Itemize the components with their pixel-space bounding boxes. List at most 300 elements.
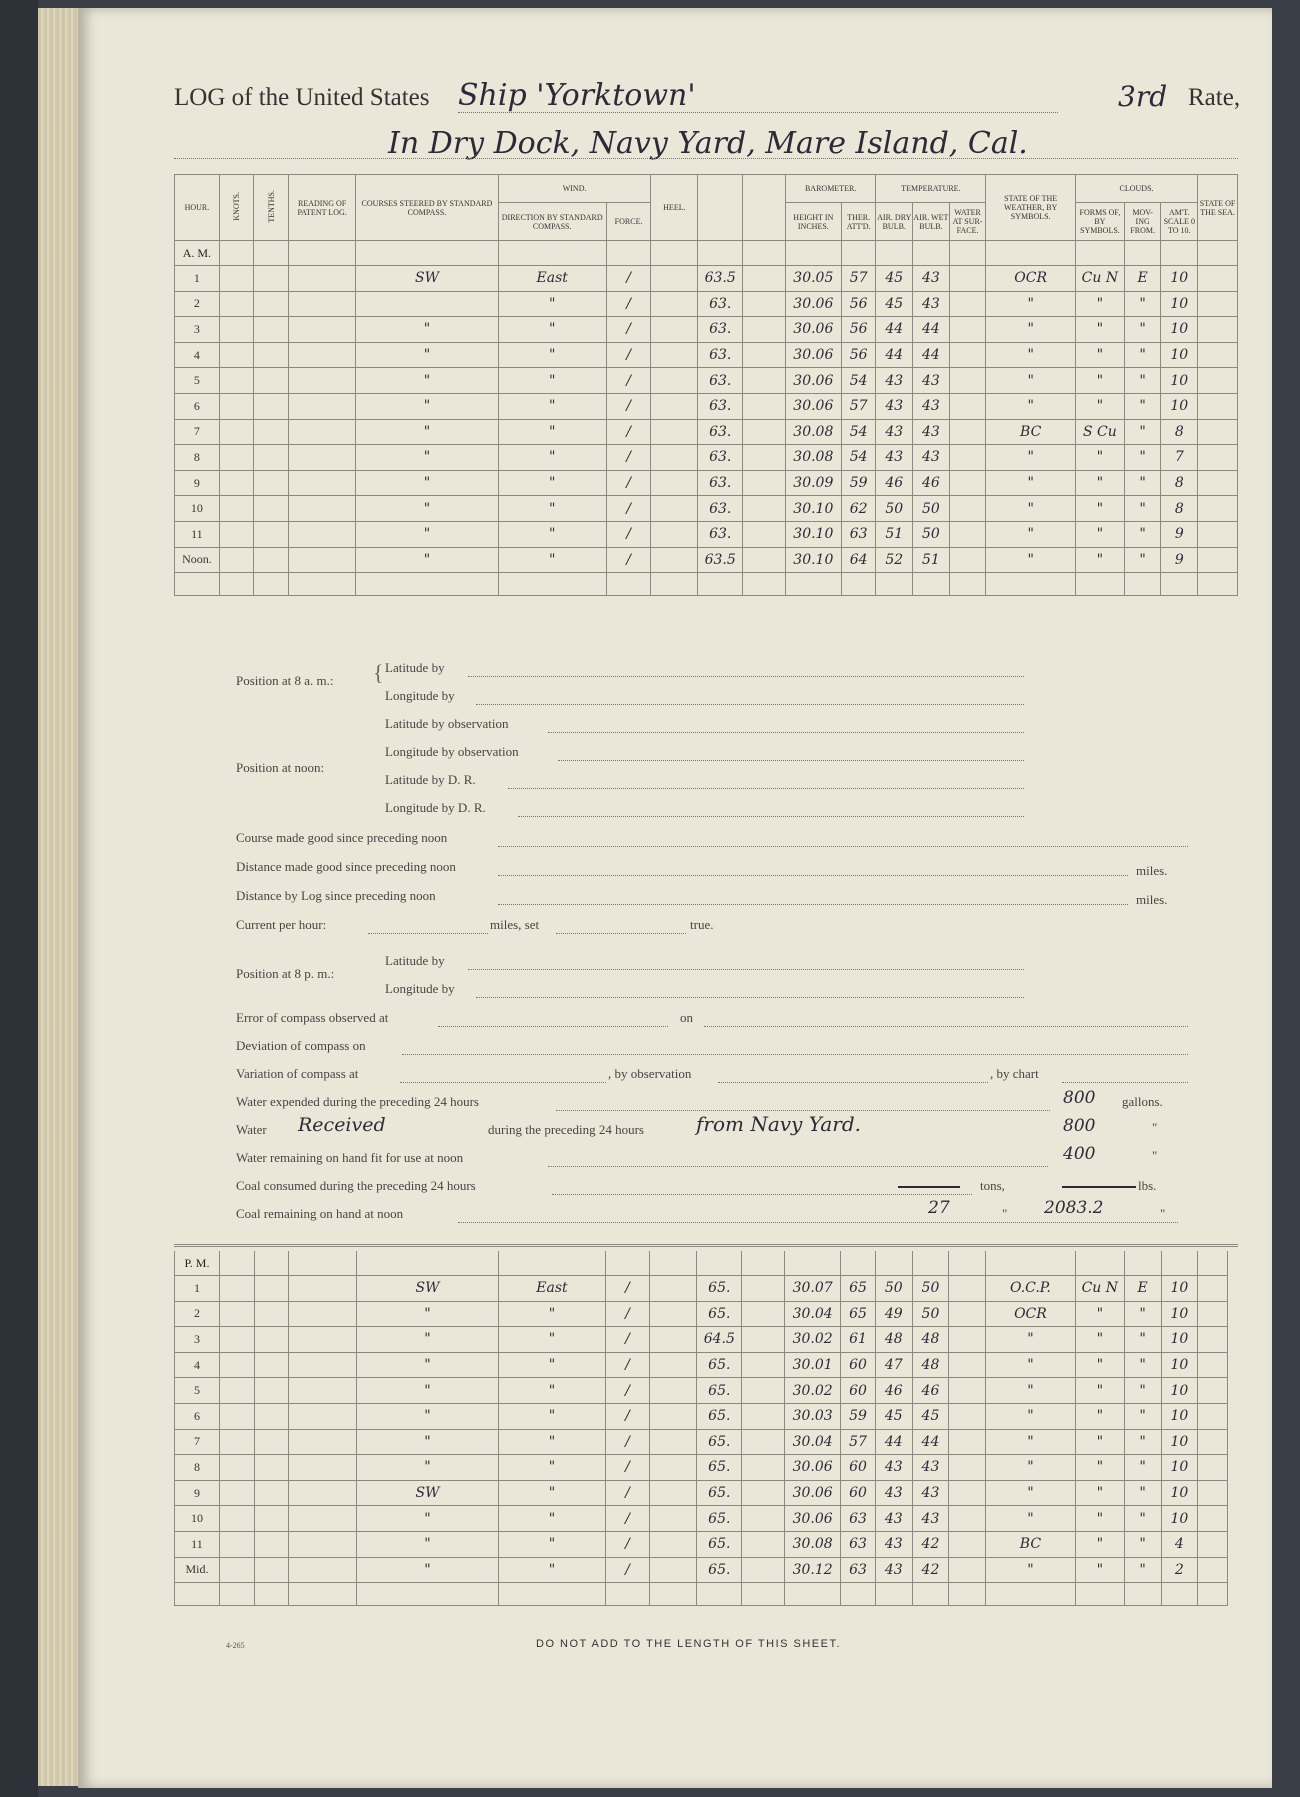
cell-force: / (605, 1403, 650, 1429)
cell-course: " (356, 342, 499, 368)
cell-force: / (606, 521, 651, 547)
cell-baro: 30.05 (785, 266, 841, 292)
cell-amount: 10 (1161, 1327, 1198, 1353)
log-sheet (78, 8, 1272, 1788)
cell-ther: 63 (841, 1506, 876, 1532)
cell-hour: 3 (175, 1327, 220, 1353)
cell-c1b (743, 393, 786, 419)
cell-surf (949, 1276, 986, 1302)
cell-wind: " (499, 1327, 605, 1353)
pm-row (175, 1429, 1228, 1455)
cell-wet: 46 (913, 470, 950, 496)
cell-forms: Cu N (1075, 266, 1124, 292)
pm-row (175, 1455, 1228, 1481)
cell-course: " (356, 393, 499, 419)
cell-tenths (254, 1531, 289, 1557)
cell-tenths (254, 1455, 289, 1481)
cell-force: / (606, 419, 651, 445)
col-weather: STATE OF THE WEATHER, BY SYMBOLS. (986, 175, 1076, 241)
cell-wet: 44 (912, 1429, 949, 1455)
pm-label: P. M. (175, 1251, 220, 1276)
cell-sea (1198, 1327, 1228, 1353)
cell-moving: " (1124, 547, 1161, 573)
cell-force: / (606, 496, 651, 522)
cell-wet: 43 (913, 368, 950, 394)
ship-location: In Dry Dock, Navy Yard, Mare Island, Cal. (388, 126, 1028, 161)
cell-amount: 10 (1161, 1301, 1198, 1327)
cell-weather: OCR (986, 1301, 1076, 1327)
cell-hour: 2 (175, 291, 220, 317)
cell-log (289, 496, 356, 522)
col-wind-force: FORCE. (606, 203, 651, 241)
cell-wind: " (498, 317, 606, 343)
cell-log (289, 291, 356, 317)
cell-hour: 8 (175, 445, 220, 471)
cell-forms: " (1075, 317, 1124, 343)
pm-row (175, 1557, 1228, 1583)
cell-course: " (356, 1531, 499, 1557)
am-row (175, 470, 1238, 496)
am-spacer-row (175, 573, 1238, 596)
cell-force: / (606, 470, 651, 496)
cell-forms: " (1075, 368, 1124, 394)
cell-wind: " (499, 1352, 605, 1378)
cell-c1: 65. (697, 1480, 742, 1506)
cell-dry: 45 (875, 1403, 912, 1429)
cell-tenths (254, 317, 289, 343)
cell-tenths (254, 291, 289, 317)
cell-tenths (254, 1557, 289, 1583)
cell-sea (1198, 1378, 1228, 1404)
pos-noon-lon-obs: Longitude by observation (385, 744, 519, 759)
cell-wet: 43 (912, 1480, 949, 1506)
cell-forms: Cu N (1075, 1276, 1124, 1302)
cell-dry: 49 (875, 1301, 912, 1327)
cell-dry: 46 (876, 470, 913, 496)
cell-c1: 65. (697, 1352, 742, 1378)
pos-8am-lat: Latitude by (385, 660, 445, 675)
location-line (174, 158, 1238, 159)
cell-tenths (254, 419, 289, 445)
cell-amount: 10 (1161, 342, 1198, 368)
current-label: Current per hour: (236, 917, 327, 932)
cell-wet: 43 (913, 393, 950, 419)
cell-log (289, 368, 356, 394)
cell-weather: " (986, 470, 1076, 496)
cell-surf (949, 1506, 986, 1532)
cell-log (289, 1327, 356, 1353)
cell-forms: S Cu (1075, 419, 1124, 445)
coal-consumed-lbs-dash (1062, 1186, 1136, 1188)
cell-heel (651, 291, 698, 317)
cell-ther: 59 (841, 470, 876, 496)
cell-force: / (606, 342, 651, 368)
cell-ther: 54 (841, 445, 876, 471)
cell-course: " (356, 1506, 499, 1532)
cell-weather: BC (986, 419, 1076, 445)
cell-sea (1198, 419, 1238, 445)
cell-hour: 6 (175, 393, 220, 419)
am-row (175, 445, 1238, 471)
cell-surf (949, 1429, 986, 1455)
cell-forms: " (1075, 445, 1124, 471)
cell-knots (219, 266, 254, 292)
cell-tenths (254, 1403, 289, 1429)
cell-force: / (605, 1378, 650, 1404)
cell-heel (650, 1352, 697, 1378)
cell-dry: 45 (876, 291, 913, 317)
am-row (175, 419, 1238, 445)
coal-tons: tons, (980, 1178, 1005, 1193)
cell-c1: 64.5 (697, 1327, 742, 1353)
cell-weather: " (986, 547, 1076, 573)
cell-c1: 65. (697, 1429, 742, 1455)
cell-sea (1198, 266, 1238, 292)
cell-force: / (605, 1531, 650, 1557)
cell-course: " (356, 496, 499, 522)
cell-c1b (742, 1429, 785, 1455)
cell-moving: " (1124, 470, 1161, 496)
cell-tenths (254, 1327, 289, 1353)
pm-row (175, 1531, 1228, 1557)
cell-baro: 30.06 (785, 393, 841, 419)
cell-course: SW (356, 266, 499, 292)
cell-forms: " (1075, 1352, 1124, 1378)
cell-ther: 57 (841, 393, 876, 419)
cell-force: / (605, 1480, 650, 1506)
pos-noon-lon-dr: Longitude by D. R. (385, 800, 486, 815)
cell-amount: 10 (1161, 1506, 1198, 1532)
cell-hour: 4 (175, 1352, 220, 1378)
water-received-hand: Received (298, 1114, 386, 1136)
cell-weather: OCR (986, 266, 1076, 292)
cell-knots (219, 1531, 254, 1557)
col-hour: HOUR. (175, 175, 220, 241)
cell-hour: 1 (175, 1276, 220, 1302)
cell-wind: " (499, 1480, 605, 1506)
cell-sea (1198, 496, 1238, 522)
col-clouds: CLOUDS. (1075, 175, 1197, 203)
cell-baro: 30.08 (785, 419, 841, 445)
cell-weather: " (986, 1429, 1076, 1455)
cell-heel (650, 1480, 697, 1506)
cell-amount: 8 (1161, 419, 1198, 445)
cell-course: " (356, 317, 499, 343)
brace-8am: { (373, 660, 384, 685)
cell-knots (219, 1480, 254, 1506)
cell-dry: 46 (875, 1378, 912, 1404)
cell-surf (949, 1327, 986, 1353)
cell-heel (651, 445, 698, 471)
cell-tenths (254, 266, 289, 292)
cell-amount: 10 (1161, 317, 1198, 343)
coal-consumed-tons-dash (898, 1186, 960, 1188)
cell-weather: O.C.P. (986, 1276, 1076, 1302)
cell-force: / (606, 291, 651, 317)
pm-row (175, 1506, 1228, 1532)
distance-good-label: Distance made good since preceding noon (236, 859, 456, 874)
cell-amount: 10 (1161, 1455, 1198, 1481)
coal-remaining-tons: 27 (928, 1198, 950, 1218)
pm-row (175, 1327, 1228, 1353)
cell-moving: " (1124, 368, 1161, 394)
cell-course: SW (356, 1276, 499, 1302)
cell-ther: 61 (841, 1327, 876, 1353)
cell-forms: " (1075, 1480, 1124, 1506)
cell-tenths (254, 368, 289, 394)
cell-course: " (356, 1352, 499, 1378)
ship-line (458, 112, 1058, 113)
cell-force: / (606, 445, 651, 471)
cell-sea (1198, 342, 1238, 368)
cell-wind: " (498, 393, 606, 419)
cell-weather: BC (986, 1531, 1076, 1557)
cell-sea (1198, 1506, 1228, 1532)
col-barometer: BAROMETER. (785, 175, 876, 203)
cell-tenths (254, 1429, 289, 1455)
cell-knots (219, 1506, 254, 1532)
cell-ther: 64 (841, 547, 876, 573)
cell-dry: 43 (875, 1455, 912, 1481)
cell-knots (219, 317, 254, 343)
cell-surf (949, 1531, 986, 1557)
cell-amount: 2 (1161, 1557, 1198, 1583)
cell-wet: 43 (913, 266, 950, 292)
cell-course: " (356, 1378, 499, 1404)
cell-knots (219, 291, 254, 317)
cell-wet: 45 (912, 1403, 949, 1429)
cell-amount: 8 (1161, 496, 1198, 522)
cell-amount: 10 (1161, 1480, 1198, 1506)
cell-wind: " (499, 1301, 605, 1327)
coal-remaining-ditto: " (1002, 1206, 1008, 1221)
cell-tenths (254, 1506, 289, 1532)
cell-surf (949, 1378, 986, 1404)
cell-tenths (254, 496, 289, 522)
pm-row (175, 1480, 1228, 1506)
cell-weather: " (986, 1506, 1076, 1532)
cell-course: " (356, 547, 499, 573)
cell-c1: 63. (698, 393, 743, 419)
cell-hour: 6 (175, 1403, 220, 1429)
cell-surf (949, 317, 986, 343)
cell-tenths (254, 1301, 289, 1327)
cell-force: / (605, 1557, 650, 1583)
cell-c1b (742, 1276, 785, 1302)
cell-knots (219, 1429, 254, 1455)
cell-sea (1198, 1429, 1228, 1455)
cell-wet: 50 (913, 496, 950, 522)
cell-amount: 8 (1161, 470, 1198, 496)
cell-log (289, 1531, 356, 1557)
cell-surf (949, 1455, 986, 1481)
am-row (175, 317, 1238, 343)
cell-c1b (742, 1378, 785, 1404)
cell-wind: " (498, 496, 606, 522)
cell-log (289, 1429, 356, 1455)
col-knots: KNOTS. (219, 175, 254, 241)
cell-surf (949, 521, 986, 547)
cell-wind: " (499, 1557, 605, 1583)
cell-log (289, 1378, 356, 1404)
cell-c1b (743, 419, 786, 445)
cell-wet: 42 (912, 1557, 949, 1583)
am-row (175, 266, 1238, 292)
cell-sea (1198, 1403, 1228, 1429)
cell-wind: " (499, 1531, 605, 1557)
cell-surf (949, 266, 986, 292)
col-cloud-moving: MOV- ING FROM. (1124, 203, 1161, 241)
cell-amount: 10 (1161, 393, 1198, 419)
cell-hour: 3 (175, 317, 220, 343)
cell-course: SW (356, 1480, 499, 1506)
cell-log (289, 393, 356, 419)
cell-sea (1198, 1455, 1228, 1481)
col-patent-log: READING OF PATENT LOG. (289, 175, 356, 241)
cell-forms: " (1075, 1455, 1124, 1481)
cell-hour: 11 (175, 521, 220, 547)
pm-spacer-row (175, 1583, 1228, 1606)
cell-knots (219, 445, 254, 471)
cell-course: " (356, 1429, 499, 1455)
cell-amount: 10 (1161, 1429, 1198, 1455)
cell-heel (650, 1531, 697, 1557)
cell-baro: 30.06 (785, 1506, 841, 1532)
cell-forms: " (1075, 393, 1124, 419)
cell-force: / (605, 1429, 650, 1455)
ship-name: Ship 'Yorktown' (458, 78, 696, 113)
cell-amount: 10 (1161, 1352, 1198, 1378)
cell-amount: 10 (1161, 1403, 1198, 1429)
col-blank-2 (743, 175, 786, 241)
cell-log (289, 1557, 356, 1583)
cell-force: / (605, 1506, 650, 1532)
cell-c1b (743, 496, 786, 522)
pos-8am-lon: Longitude by (385, 688, 455, 703)
cell-wet: 50 (912, 1301, 949, 1327)
cell-dry: 47 (875, 1352, 912, 1378)
cell-tenths (254, 470, 289, 496)
col-courses: COURSES STEERED BY STANDARD COMPASS. (356, 175, 499, 241)
cell-weather: " (986, 1352, 1076, 1378)
cell-wind: " (498, 368, 606, 394)
cell-dry: 43 (875, 1531, 912, 1557)
cell-dry: 43 (876, 393, 913, 419)
cell-dry: 43 (876, 419, 913, 445)
cell-dry: 43 (875, 1480, 912, 1506)
cell-hour: 8 (175, 1455, 220, 1481)
pm-row (175, 1403, 1228, 1429)
cell-weather: " (986, 521, 1076, 547)
cell-ther: 59 (841, 1403, 876, 1429)
cell-amount: 4 (1161, 1531, 1198, 1557)
cell-sea (1198, 1301, 1228, 1327)
cell-heel (651, 419, 698, 445)
cell-surf (949, 470, 986, 496)
cell-ther: 63 (841, 1557, 876, 1583)
cell-hour: 11 (175, 1531, 220, 1557)
cell-amount: 9 (1161, 547, 1198, 573)
cell-knots (219, 1327, 254, 1353)
am-row (175, 368, 1238, 394)
cell-sea (1198, 521, 1238, 547)
col-heel: HEEL. (651, 175, 698, 241)
cell-force: / (606, 368, 651, 394)
water-remaining-label: Water remaining on hand fit for use at noon (236, 1150, 464, 1165)
cell-weather: " (986, 342, 1076, 368)
pos-noon-label: Position at noon: (236, 760, 325, 775)
cell-log (289, 547, 356, 573)
cell-wet: 48 (912, 1327, 949, 1353)
coal-remaining-label: Coal remaining on hand at noon (236, 1206, 404, 1221)
cell-course: " (356, 470, 499, 496)
cell-wind: " (499, 1378, 605, 1404)
col-baro-ther: THER. ATT'D. (841, 203, 876, 241)
cell-sea (1198, 393, 1238, 419)
cell-baro: 30.10 (785, 496, 841, 522)
cell-wet: 50 (913, 521, 950, 547)
cell-c1: 63. (698, 496, 743, 522)
cell-dry: 43 (876, 368, 913, 394)
cell-baro: 30.06 (785, 368, 841, 394)
cell-force: / (605, 1301, 650, 1327)
cell-surf (949, 547, 986, 573)
cell-moving: " (1124, 342, 1161, 368)
cell-surf (949, 368, 986, 394)
cell-dry: 43 (875, 1557, 912, 1583)
cell-dry: 50 (876, 496, 913, 522)
coal-remaining-lbs: 2083.2 (1044, 1198, 1104, 1218)
cell-course: " (356, 1455, 499, 1481)
cell-forms: " (1075, 291, 1124, 317)
pos-8am-label: Position at 8 a. m.: (236, 673, 334, 688)
cell-baro: 30.08 (785, 1531, 841, 1557)
col-cloud-amount: AM'T. SCALE 0 TO 10. (1161, 203, 1198, 241)
pos-noon-lat-dr: Latitude by D. R. (385, 772, 476, 787)
cell-ther: 60 (841, 1378, 876, 1404)
cell-ther: 57 (841, 266, 876, 292)
cell-hour: 9 (175, 1480, 220, 1506)
cell-knots (219, 342, 254, 368)
error-compass-label: Error of compass observed at (236, 1010, 389, 1025)
cell-surf (949, 445, 986, 471)
cell-forms: " (1075, 1557, 1124, 1583)
cell-wet: 51 (913, 547, 950, 573)
cell-heel (651, 521, 698, 547)
col-temperature: TEMPERATURE. (876, 175, 986, 203)
cell-baro: 30.10 (785, 521, 841, 547)
cell-moving: " (1124, 1480, 1161, 1506)
cell-dry: 43 (875, 1506, 912, 1532)
cell-heel (650, 1429, 697, 1455)
cell-amount: 9 (1161, 521, 1198, 547)
cell-tenths (254, 521, 289, 547)
coal-lbs: lbs. (1138, 1178, 1157, 1193)
variation-label: Variation of compass at (236, 1066, 359, 1081)
col-cloud-forms: FORMS OF, BY SYMBOLS. (1075, 203, 1124, 241)
am-row (175, 291, 1238, 317)
cell-surf (949, 342, 986, 368)
cell-sea (1198, 470, 1238, 496)
cell-knots (219, 1301, 254, 1327)
cell-sea (1198, 547, 1238, 573)
cell-baro: 30.07 (785, 1276, 841, 1302)
cell-moving: E (1124, 266, 1161, 292)
cell-course: " (356, 1327, 499, 1353)
cell-hour: 1 (175, 266, 220, 292)
variation-by-observation: , by observation (608, 1066, 692, 1081)
cell-log (289, 317, 356, 343)
